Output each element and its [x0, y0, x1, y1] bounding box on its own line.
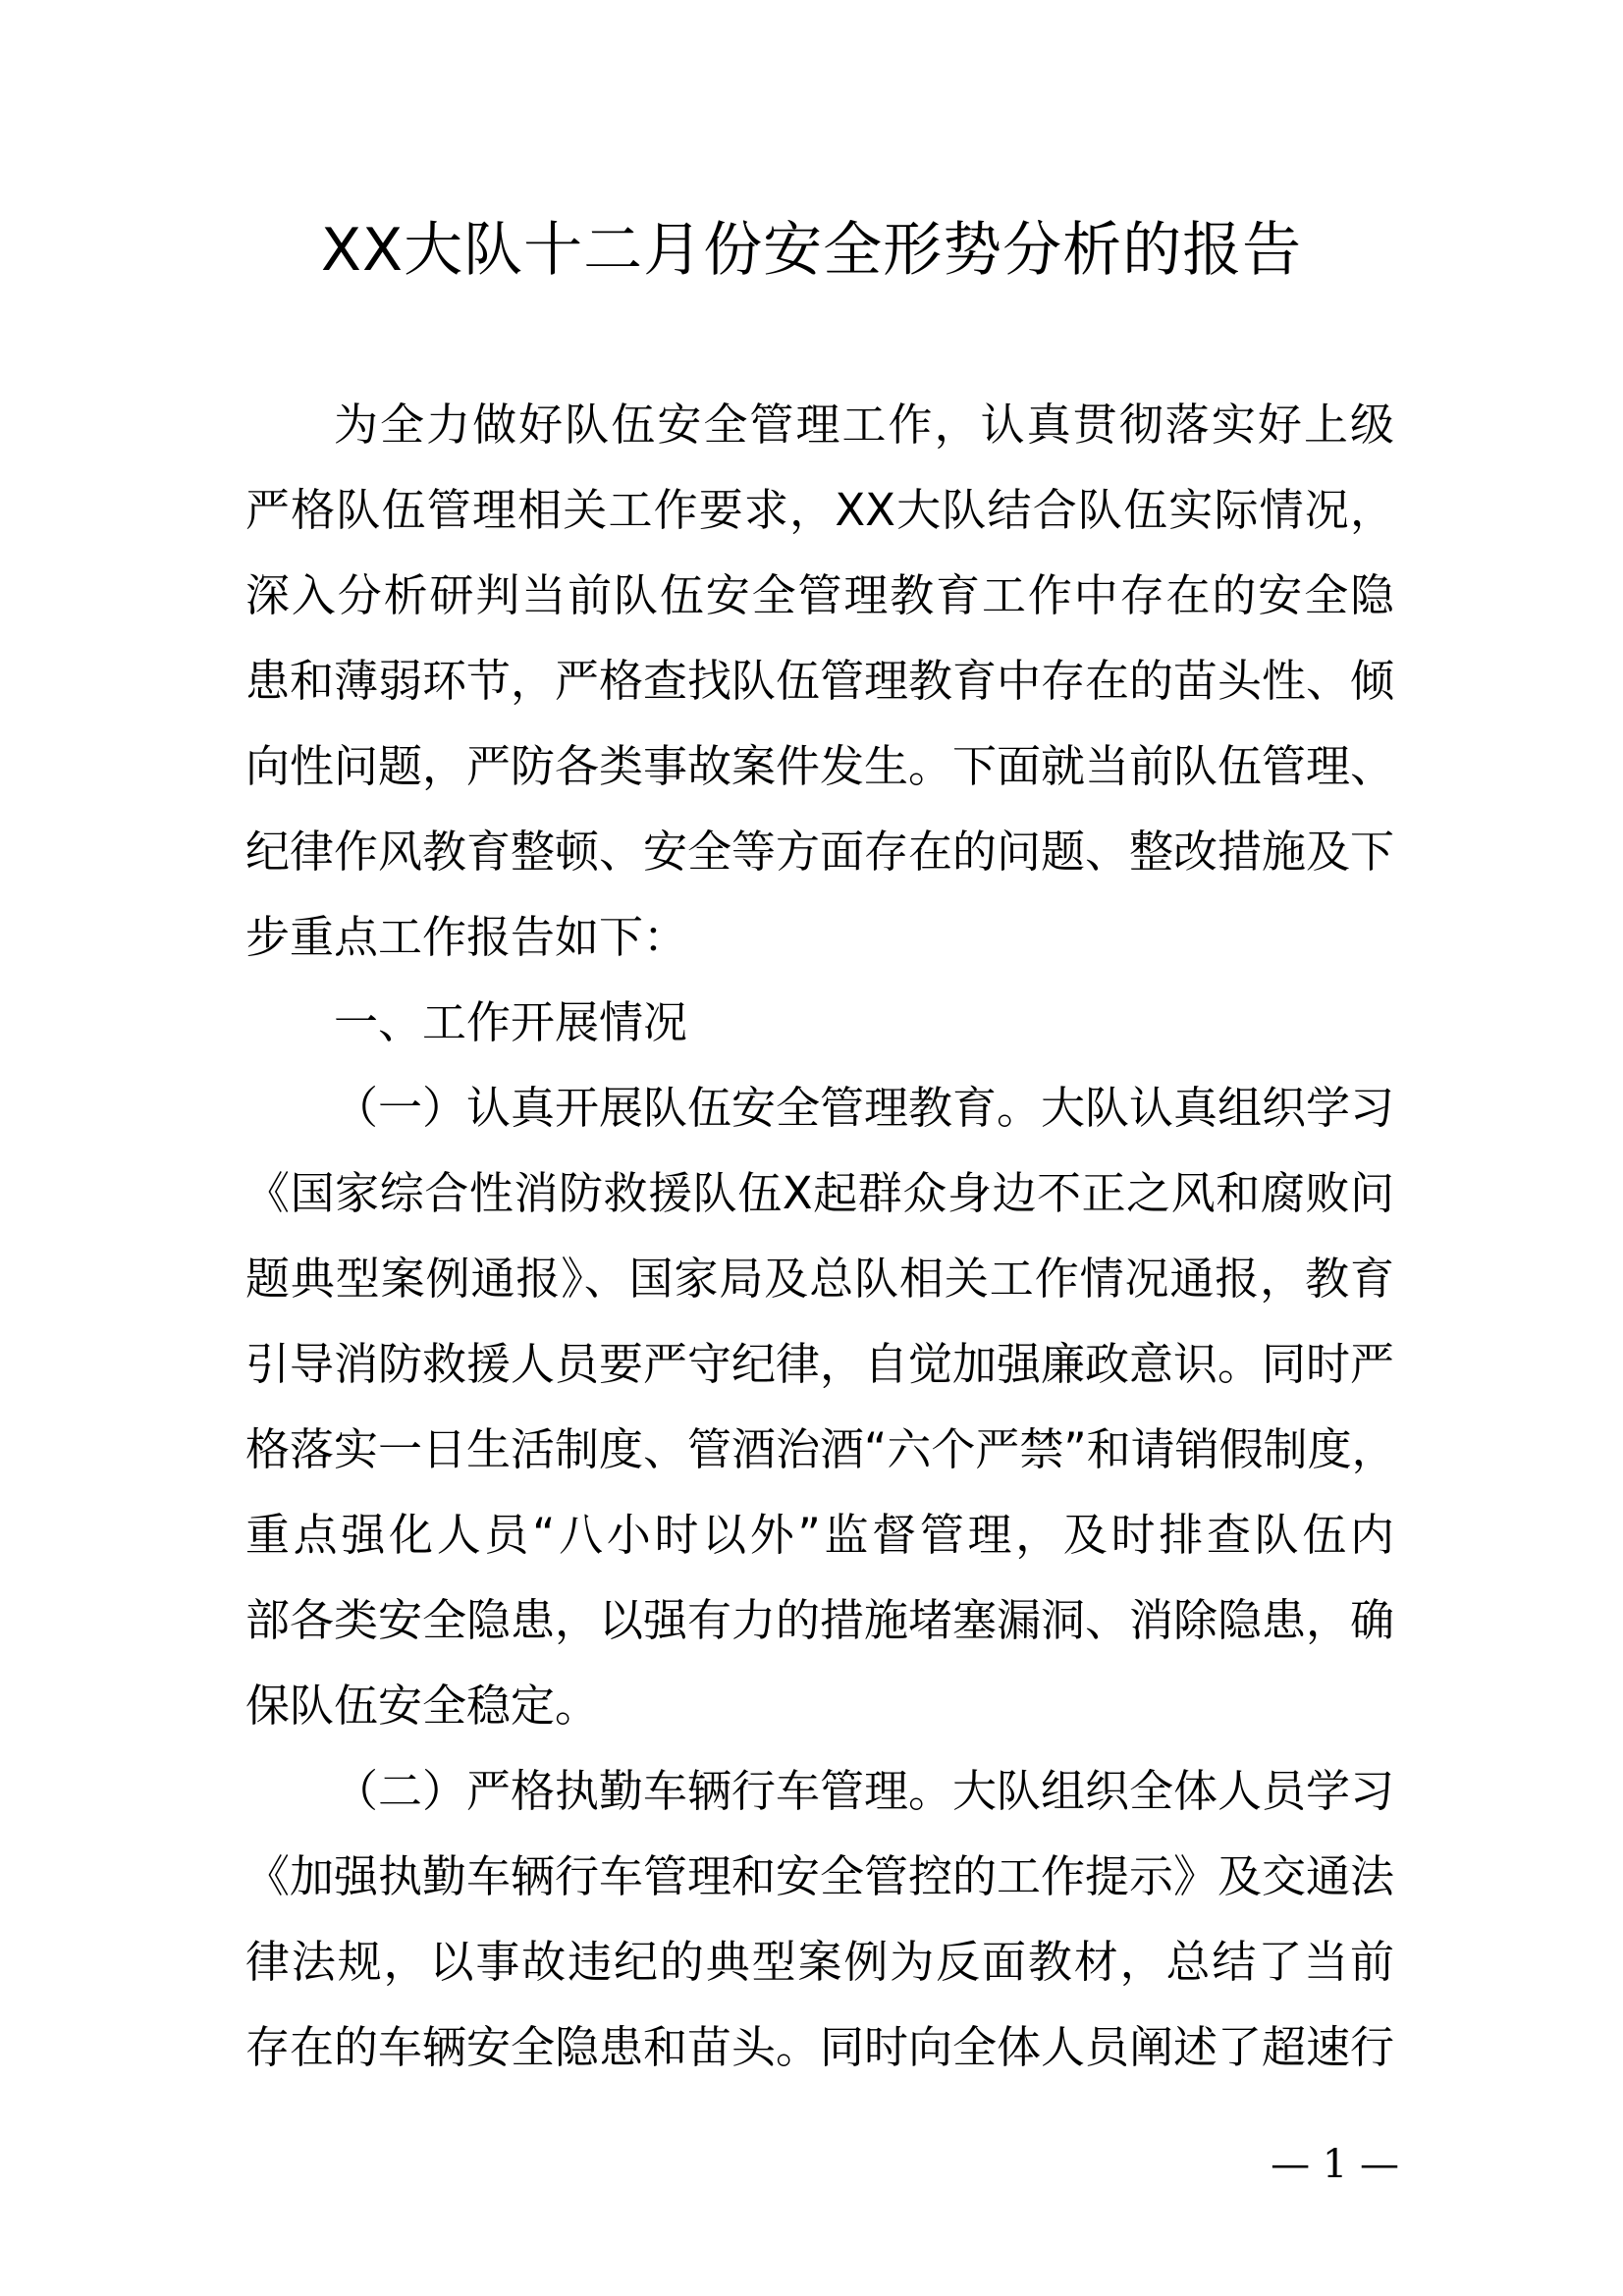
paragraph-line: 部各类安全隐患，以强有力的措施堵塞漏洞、消除隐患，确: [245, 1594, 1395, 1646]
paragraph-line: 律法规，以事故违纪的典型案例为反面教材，总结了当前: [245, 1936, 1394, 1988]
paragraph-line: 题典型案例通报》、国家局及总队相关工作情况通报，教育: [245, 1253, 1394, 1305]
section-heading: 一、工作开展情况: [334, 996, 688, 1048]
page-number: — 1 —: [1271, 2142, 1399, 2187]
paragraph-line: （二）严格执勤车辆行车管理。大队组织全体人员学习: [334, 1765, 1395, 1817]
paragraph-line: 纪律作风教育整顿、安全等方面存在的问题、整改措施及下: [245, 826, 1395, 878]
document-title: XX大队十二月份安全形势分析的报告: [320, 216, 1303, 285]
paragraph-line: 《国家综合性消防救援队伍X起群众身边不正之风和腐败问: [245, 1167, 1394, 1219]
paragraph-line: 《加强执勤车辆行车管理和安全管控的工作提示》及交通法: [245, 1850, 1395, 1902]
paragraph-line: 深入分析研判当前队伍安全管理教育工作中存在的安全隐: [245, 569, 1394, 621]
paragraph-line: （一）认真开展队伍安全管理教育。大队认真组织学习: [334, 1082, 1395, 1134]
paragraph-line: 重点强化人员“八小时以外”监督管理，及时排查队伍内: [245, 1509, 1394, 1561]
paragraph-line: 严格队伍管理相关工作要求，XX大队结合队伍实际情况，: [245, 484, 1394, 536]
paragraph-line: 步重点工作报告如下：: [245, 911, 688, 963]
paragraph-line: 存在的车辆安全隐患和苗头。同时向全体人员阐述了超速行: [245, 2021, 1395, 2073]
paragraph-line: 格落实一日生活制度、管酒治酒“六个严禁”和请销假制度，: [245, 1423, 1396, 1475]
paragraph-line: 保队伍安全稳定。: [245, 1680, 600, 1732]
paragraph-line: 为全力做好队伍安全管理工作，认真贯彻落实好上级: [334, 399, 1394, 451]
paragraph-line: 向性问题，严防各类事故案件发生。下面就当前队伍管理、: [245, 740, 1395, 792]
document-body: [245, 382, 1394, 2090]
paragraph-line: 引导消防救援人员要严守纪律，自觉加强廉政意识。同时严: [245, 1338, 1395, 1390]
paragraph-line: 患和薄弱环节，严格查找队伍管理教育中存在的苗头性、倾: [245, 655, 1395, 707]
